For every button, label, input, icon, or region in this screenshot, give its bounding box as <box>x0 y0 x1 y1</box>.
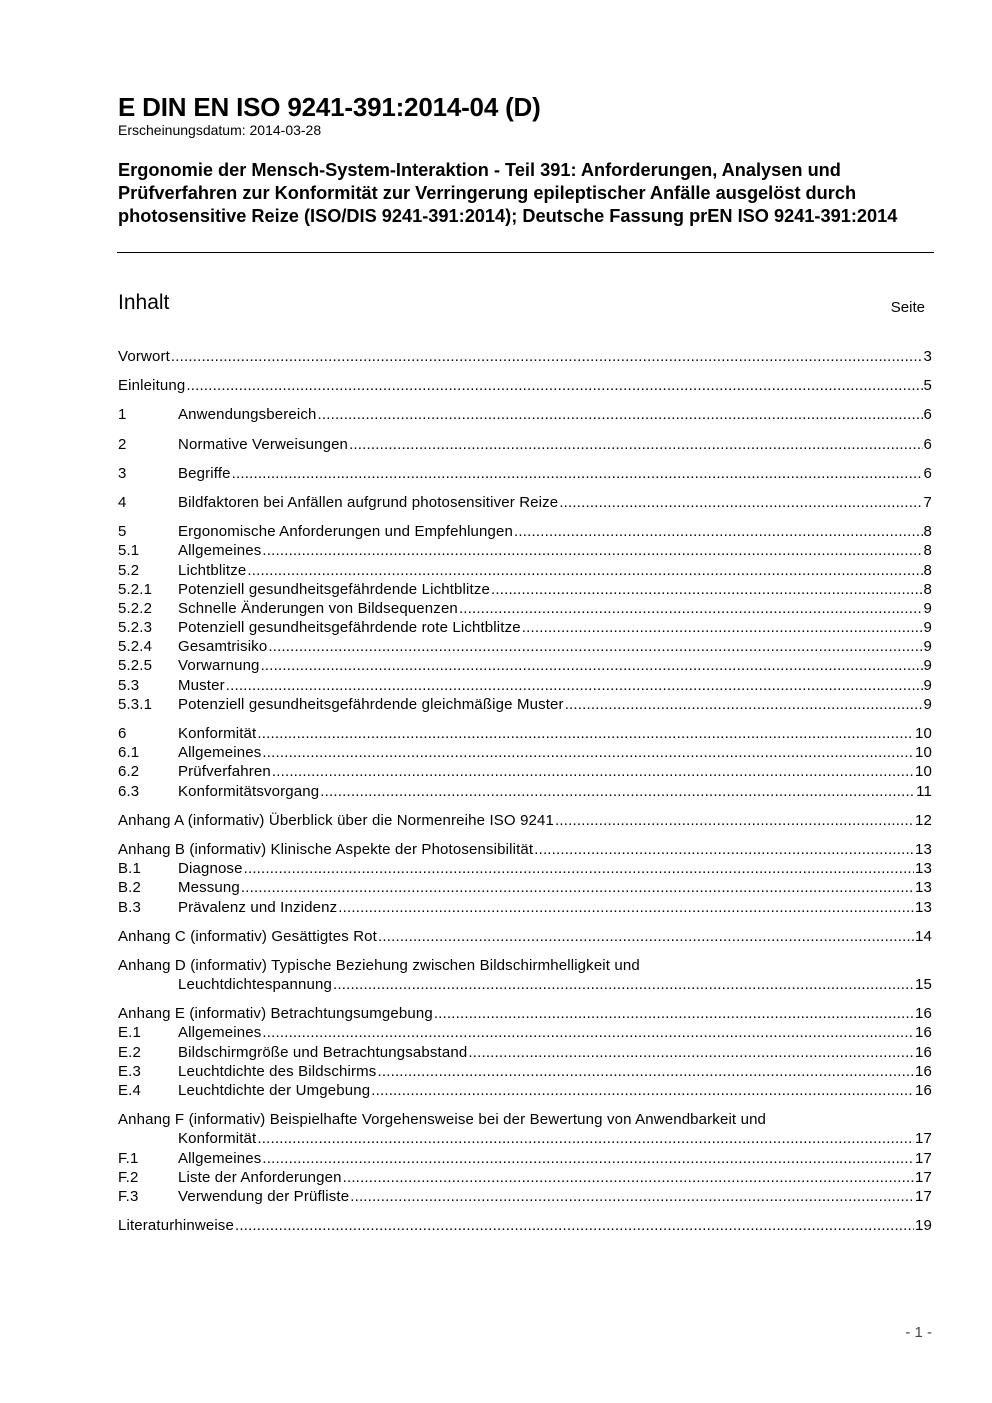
toc-entry-page: 6 <box>923 406 932 424</box>
publication-date: Erscheinungsdatum: 2014-03-28 <box>118 122 322 138</box>
toc-entry-title: Potenziell gesundheitsgefährdende rote Lichtblitze <box>178 619 521 637</box>
table-of-contents <box>118 347 932 1235</box>
toc-entry[interactable] <box>118 637 932 656</box>
document-number: E DIN EN ISO 9241-391:2014-04 (D) <box>118 92 541 122</box>
dot-leader <box>272 762 914 781</box>
toc-entry[interactable] <box>118 1187 932 1206</box>
toc-entry[interactable] <box>118 618 932 637</box>
toc-page-label: Seite <box>890 299 925 316</box>
toc-entry-title: Bildfaktoren bei Anfällen aufgrund photosensitiver Reize <box>178 493 559 511</box>
toc-entry[interactable] <box>118 811 932 830</box>
toc-entry-number: 4 <box>118 493 127 511</box>
toc-entry-number: B.1 <box>118 860 141 878</box>
toc-entry[interactable] <box>118 695 932 714</box>
toc-entry-page: 17 <box>915 1187 932 1205</box>
dot-leader <box>257 1129 914 1148</box>
toc-entry-title: Einleitung <box>118 377 186 395</box>
dot-leader <box>186 376 922 395</box>
dot-leader <box>459 599 923 618</box>
dot-leader <box>320 782 915 801</box>
toc-entry-title[interactable]: Anhang F (informativ) Beispielhafte Vorgehensweise bei der Bewertung von Anwendbarkeit und <box>118 1111 767 1129</box>
dot-leader <box>241 878 914 897</box>
dot-leader <box>343 1168 914 1187</box>
dot-leader <box>171 347 923 366</box>
dot-leader <box>244 859 914 878</box>
toc-entry-page: 17 <box>915 1168 932 1186</box>
toc-entry[interactable] <box>118 405 932 424</box>
toc-entry-page: 3 <box>923 348 932 365</box>
toc-entry-page: 9 <box>923 695 932 713</box>
toc-entry-title: Begriffe <box>178 464 231 482</box>
toc-entry-title: Liste der Anforderungen <box>178 1168 342 1186</box>
toc-entry-page: 14 <box>915 927 932 945</box>
dot-leader <box>559 493 922 512</box>
toc-entry-number: 5.1 <box>118 542 140 560</box>
toc-entry[interactable] <box>118 541 932 560</box>
dot-leader <box>268 637 922 656</box>
toc-entry[interactable] <box>118 580 932 599</box>
toc-entry-number: B.3 <box>118 898 141 916</box>
toc-entry-number: 2 <box>118 435 127 453</box>
dot-leader <box>565 695 923 714</box>
toc-entry-number: E.1 <box>118 1024 141 1042</box>
toc-entry-number: 1 <box>118 406 127 424</box>
toc-entry-number: 5.2.2 <box>118 599 153 617</box>
dot-leader <box>378 927 914 946</box>
toc-entry-title: Diagnose <box>178 860 243 878</box>
toc-entry-page: 8 <box>923 561 932 579</box>
toc-entry-page: 13 <box>915 860 932 878</box>
toc-entry-title: Konformitätsvorgang <box>178 782 320 800</box>
toc-entry-page: 16 <box>915 1062 932 1080</box>
toc-entry-page: 13 <box>915 879 932 897</box>
toc-entry-number: 5.3.1 <box>118 695 153 713</box>
dot-leader <box>317 405 922 424</box>
toc-entry-page: 6 <box>923 435 932 453</box>
dot-leader <box>491 580 923 599</box>
toc-entry-title: Anwendungsbereich <box>178 406 317 424</box>
dot-leader <box>226 676 923 695</box>
toc-entry[interactable] <box>118 878 932 897</box>
toc-entry-title: Anhang A (informativ) Überblick über die Normenreihe ISO 9241 <box>118 811 555 829</box>
toc-entry-page: 10 <box>915 763 932 781</box>
toc-entry[interactable] <box>118 859 932 878</box>
dot-leader <box>262 1149 914 1168</box>
toc-entry[interactable] <box>118 1149 932 1168</box>
dot-leader <box>468 1043 914 1062</box>
toc-entry-title: Gesamtrisiko <box>178 638 268 656</box>
toc-entry-page: 10 <box>915 744 932 762</box>
toc-entry-title: Leuchtdichte des Bildschirms <box>178 1062 377 1080</box>
toc-entry[interactable] <box>118 975 932 994</box>
toc-entry-title: Schnelle Änderungen von Bildsequenzen <box>178 599 458 617</box>
toc-entry-page: 16 <box>915 1082 932 1099</box>
toc-entry-page: 9 <box>923 676 932 694</box>
dot-leader <box>333 975 914 994</box>
toc-entry-title: Ergonomische Anforderungen und Empfehlungen <box>178 523 514 541</box>
toc-entry-page: 7 <box>923 493 932 511</box>
toc-entry[interactable] <box>118 347 932 366</box>
toc-entry-title: Verwendung der Prüfliste <box>178 1187 350 1205</box>
toc-entry[interactable] <box>118 656 932 675</box>
toc-entry-number: 5.2 <box>118 561 140 579</box>
toc-entry-page: 9 <box>923 599 932 617</box>
dot-leader <box>371 1081 914 1100</box>
dot-leader <box>232 464 923 483</box>
toc-entry-title: Bildschirmgröße und Betrachtungsabstand <box>178 1043 468 1061</box>
toc-entry-title: Literaturhinweise <box>118 1217 234 1235</box>
dot-leader <box>522 618 923 637</box>
toc-entry[interactable] <box>118 782 932 801</box>
dot-leader <box>377 1062 914 1081</box>
toc-entry-title: Messung <box>178 879 240 897</box>
toc-entry-title: Allgemeines <box>178 1149 262 1167</box>
dot-leader <box>534 840 914 859</box>
toc-entry-page: 9 <box>923 619 932 637</box>
title-divider <box>117 252 934 253</box>
toc-entry[interactable] <box>118 927 932 946</box>
toc-entry-page: 5 <box>923 377 932 395</box>
toc-entry[interactable] <box>118 840 932 859</box>
dot-leader <box>262 1023 914 1042</box>
toc-entry-page: 8 <box>923 542 932 560</box>
toc-entry[interactable] <box>118 1168 932 1187</box>
toc-entry-number: F.2 <box>118 1168 139 1186</box>
toc-entry-title: Leuchtdichte der Umgebung <box>178 1082 371 1099</box>
toc-entry-title: Anhang B (informativ) Klinische Aspekte der Photosensibilität <box>118 840 534 858</box>
toc-entry-number: 6.1 <box>118 744 140 762</box>
toc-entry-number: 5.2.1 <box>118 580 153 598</box>
toc-entry[interactable] <box>118 724 932 743</box>
dot-leader <box>338 898 914 917</box>
toc-heading: Inhalt <box>118 291 170 314</box>
toc-entry-page: 12 <box>915 811 932 829</box>
toc-entry-page: 17 <box>915 1130 932 1148</box>
toc-entry[interactable] <box>118 1043 932 1062</box>
toc-entry[interactable] <box>118 435 932 454</box>
toc-entry-title: Konformität <box>178 725 257 742</box>
toc-entry-title: Vorwarnung <box>178 657 260 675</box>
toc-entry[interactable] <box>118 599 932 618</box>
toc-entry[interactable] <box>118 561 932 580</box>
toc-entry[interactable] <box>118 1062 932 1081</box>
page-number: - 1 - <box>905 1324 932 1341</box>
toc-entry-title: Potenziell gesundheitsgefährdende gleichmäßige Muster <box>178 695 564 713</box>
toc-entry-page: 13 <box>915 898 932 916</box>
dot-leader <box>555 811 914 830</box>
toc-entry-continuation: Konformität <box>178 1130 257 1148</box>
toc-entry-page: 19 <box>915 1217 932 1235</box>
toc-entry[interactable] <box>118 1023 932 1042</box>
toc-entry-title: Lichtblitze <box>178 561 247 579</box>
toc-entry[interactable] <box>118 1129 932 1148</box>
toc-entry-title: Prüfverfahren <box>178 763 271 781</box>
dot-leader <box>261 656 923 675</box>
toc-entry-page: 9 <box>923 638 932 656</box>
dot-leader <box>247 561 922 580</box>
toc-entry-number: 5.2.5 <box>118 657 153 675</box>
dot-leader <box>257 724 914 743</box>
toc-entry[interactable] <box>118 743 932 762</box>
dot-leader <box>514 522 922 541</box>
toc-entry-number: F.3 <box>118 1187 139 1205</box>
toc-entry[interactable] <box>118 464 932 483</box>
toc-entry-number: 3 <box>118 464 127 482</box>
toc-entry-number: 5.2.3 <box>118 619 153 637</box>
dot-leader <box>262 541 922 560</box>
toc-entry-page: 10 <box>915 725 932 742</box>
toc-entry-page: 13 <box>915 840 932 858</box>
document-title: Ergonomie der Mensch-System-Interaktion - Teil 391: Anforderungen, Analysen und Prüfverfahren zur Konformität zur Verringerung epileptischer Anfälle ausgelöst durch photosensitive Reize (ISO/DIS 9241-391:2014); Deutsche Fassung prEN ISO 9241-391:2014 <box>118 160 898 226</box>
toc-entry-number: 6.3 <box>118 782 140 800</box>
toc-entry-title: Allgemeines <box>178 744 262 762</box>
toc-entry-page: 16 <box>915 1043 932 1061</box>
toc-entry-number: 6.2 <box>118 763 140 781</box>
toc-entry[interactable] <box>118 762 932 781</box>
toc-entry[interactable] <box>118 676 932 695</box>
toc-entry-title: Allgemeines <box>178 1024 262 1042</box>
toc-entry-number: 5.2.4 <box>118 638 153 656</box>
dot-leader <box>262 743 914 762</box>
toc-entry-title: Anhang C (informativ) Gesättigtes Rot <box>118 927 377 945</box>
toc-entry-continuation: Leuchtdichtespannung <box>178 976 332 994</box>
toc-entry-page: 11 <box>916 782 932 800</box>
toc-entry-number: E.3 <box>118 1062 141 1080</box>
toc-entry-page: 8 <box>923 580 932 598</box>
toc-entry-page: 17 <box>915 1149 932 1167</box>
toc-entry-page: 6 <box>923 464 932 482</box>
toc-entry[interactable] <box>118 1081 932 1100</box>
toc-entry-page: 8 <box>923 523 932 541</box>
toc-entry[interactable] <box>118 493 932 512</box>
dot-leader <box>235 1216 914 1235</box>
toc-entry-title: Muster <box>178 676 225 694</box>
toc-entry-title: Prävalenz und Inzidenz <box>178 898 338 916</box>
toc-entry-title: Normative Verweisungen <box>178 435 349 453</box>
toc-entry-page: 16 <box>915 1005 932 1023</box>
toc-entry-number: 5 <box>118 523 127 541</box>
dot-leader <box>350 1187 914 1206</box>
toc-entry[interactable] <box>118 1004 932 1023</box>
toc-entry[interactable] <box>118 1216 932 1235</box>
toc-entry-title: Potenziell gesundheitsgefährdende Lichtblitze <box>178 580 490 598</box>
toc-entry-number: B.2 <box>118 879 141 897</box>
dot-leader <box>349 435 922 454</box>
toc-entry-page: 16 <box>915 1024 932 1042</box>
toc-entry-number: E.4 <box>118 1082 141 1099</box>
toc-entry-title: Vorwort <box>118 348 170 365</box>
toc-entry[interactable] <box>118 522 932 541</box>
toc-entry-title: Anhang E (informativ) Betrachtungsumgebung <box>118 1005 433 1023</box>
toc-entry[interactable] <box>118 898 932 917</box>
toc-entry-page: 9 <box>923 657 932 675</box>
toc-entry-title[interactable]: Anhang D (informativ) Typische Beziehung zwischen Bildschirmhelligkeit und <box>118 956 640 974</box>
dot-leader <box>434 1004 914 1023</box>
toc-entry-number: F.1 <box>118 1149 139 1167</box>
toc-entry[interactable] <box>118 376 932 395</box>
toc-entry-number: 6 <box>118 725 127 742</box>
toc-entry-number: 5.3 <box>118 676 140 694</box>
toc-entry-page: 15 <box>915 976 932 994</box>
toc-entry-number: E.2 <box>118 1043 141 1061</box>
toc-entry-title: Allgemeines <box>178 542 262 560</box>
